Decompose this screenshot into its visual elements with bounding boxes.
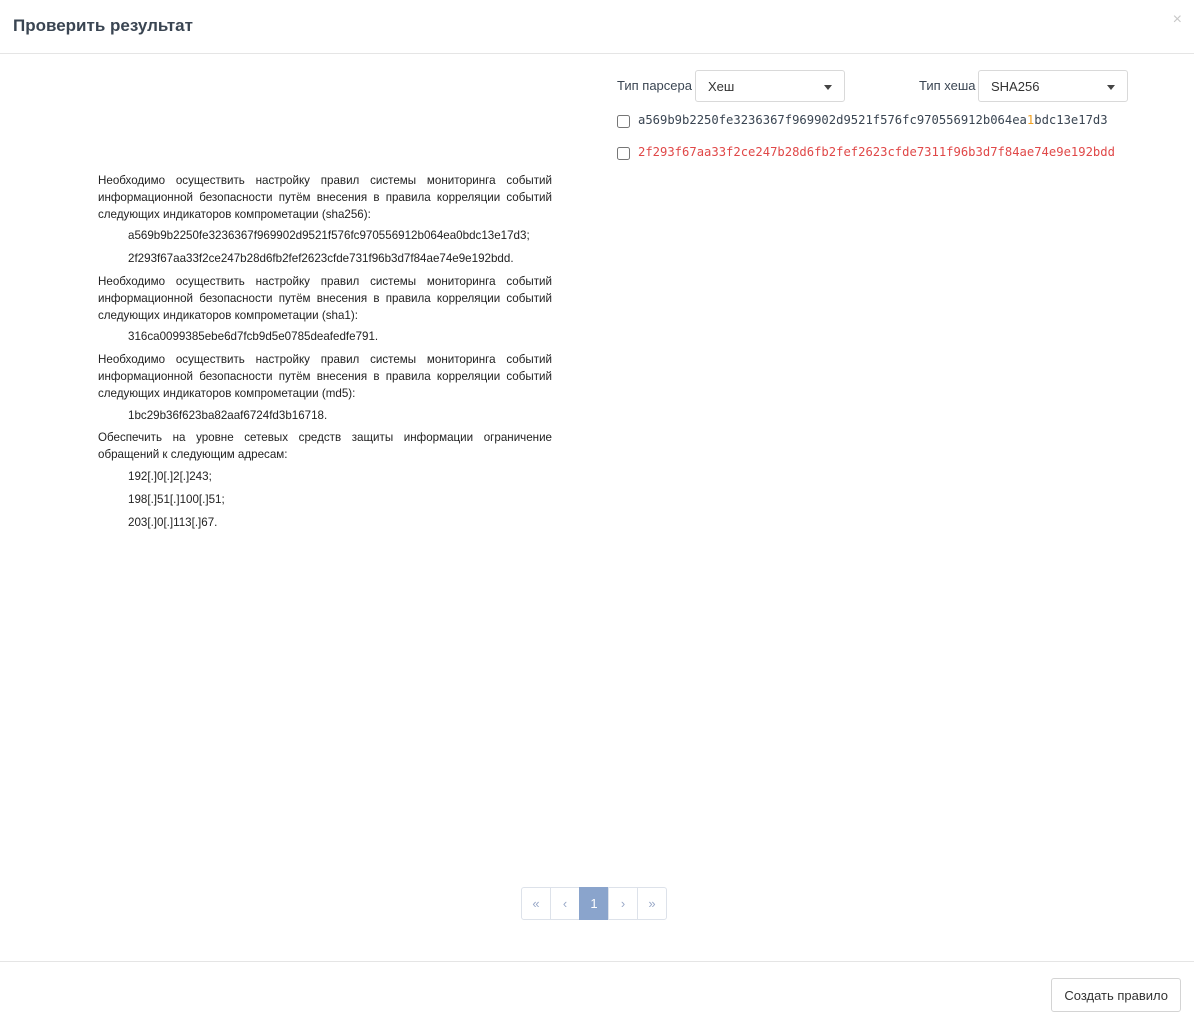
document-indicator-line: 316ca0099385ebe6d7fcb9d5e0785deafedfe791.	[128, 330, 379, 344]
document-paragraph: Необходимо осуществить настройку правил системы мониторинга событий информационной безопасности путём внесения в правила корреляции событий следующих индикаторов компрометации (sha1):	[98, 274, 552, 322]
hash-type-label: Тип хеша	[919, 78, 976, 93]
close-icon[interactable]: ×	[1172, 11, 1182, 28]
document-indicator-line: 198[.]51[.]100[.]51;	[128, 492, 225, 506]
parser-type-label: Тип парсера	[617, 78, 692, 93]
result-hash-error: 2f293f67aa33f2ce247b28d6fb2fef2623cfde7311f96b3d7f84ae74e9e192bdd	[638, 145, 1115, 159]
parser-type-select[interactable]	[695, 70, 845, 102]
caret-down-icon	[824, 85, 832, 90]
pagination-page-current[interactable]: 1	[579, 887, 609, 920]
document-paragraph: Обеспечить на уровне сетевых средств защиты информации ограничение обращений к следующим адресам:	[98, 431, 552, 462]
document-indicator-line: 2f293f67aa33f2ce247b28d6fb2fef2623cfde731f96b3d7f84ae74e9e192bdd.	[128, 252, 514, 266]
modal-title: Проверить результат	[13, 16, 193, 35]
pagination-first[interactable]: «	[521, 887, 551, 920]
pagination-last[interactable]: »	[637, 887, 667, 920]
document-indicator-line: 1bc29b36f623ba82aaf6724fd3b16718.	[128, 408, 328, 422]
modal-footer	[0, 961, 1194, 1024]
pagination-next[interactable]: ›	[608, 887, 638, 920]
pagination-prev[interactable]: ‹	[550, 887, 580, 920]
result-hash: a569b9b2250fe3236367f969902d9521f576fc970556912b064ea1bdc13e17d3	[638, 113, 1108, 127]
hash-type-value: SHA256	[991, 79, 1040, 94]
document-indicator-line: a569b9b2250fe3236367f969902d9521f576fc970556912b064ea0bdc13e17d3;	[128, 229, 530, 243]
hash-type-select[interactable]	[978, 70, 1128, 102]
pagination	[521, 887, 667, 920]
result-checkbox[interactable]	[617, 115, 630, 128]
document-paragraph: Необходимо осуществить настройку правил системы мониторинга событий информационной безопасности путём внесения в правила корреляции событий следующих индикаторов компрометации (md5):	[98, 353, 552, 400]
result-hash-highlight: 1	[1026, 113, 1035, 127]
document-indicator-line: 192[.]0[.]2[.]243;	[128, 469, 212, 483]
create-rule-button[interactable]: Создать правило	[1051, 978, 1181, 1012]
caret-down-icon	[1107, 85, 1115, 90]
parser-type-value: Хеш	[708, 79, 735, 94]
document-preview	[98, 173, 552, 537]
document-paragraph: Необходимо осуществить настройку правил системы мониторинга событий информационной безопасности путём внесения в правила корреляции событий следующих индикаторов компрометации (sha256):	[98, 174, 552, 221]
document-indicator-line: 203[.]0[.]113[.]67.	[128, 515, 218, 529]
result-checkbox[interactable]	[617, 147, 630, 160]
modal-header	[0, 0, 1194, 54]
